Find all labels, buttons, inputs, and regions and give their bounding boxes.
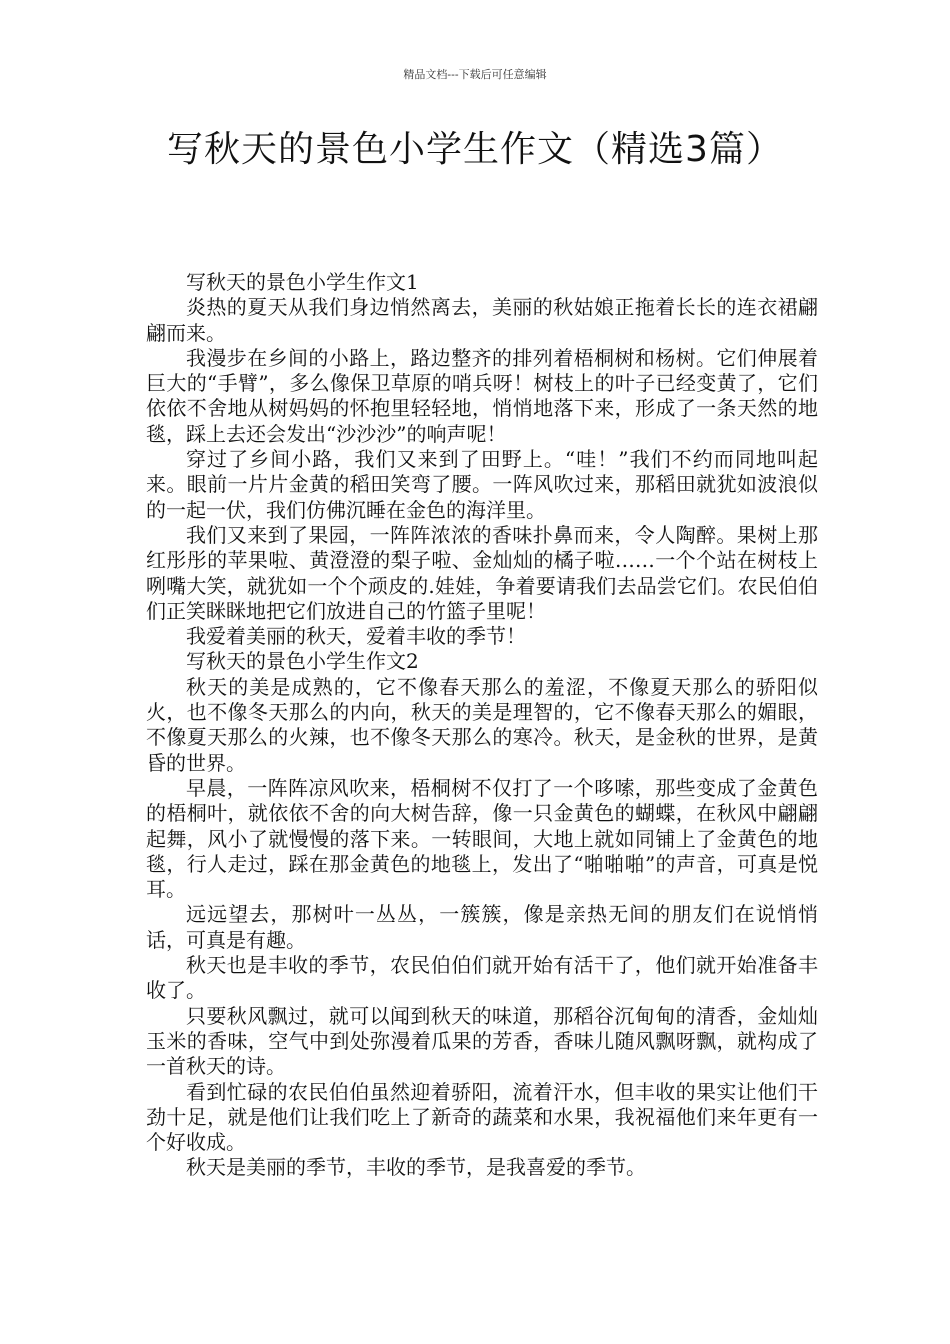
paragraph: 炎热的夏天从我们身边悄然离去，美丽的秋姑娘正拖着长长的连衣裙翩翩而来。 <box>146 295 818 345</box>
document-body <box>146 270 818 1181</box>
paragraph: 远远望去，那树叶一丛丛，一簇簇，像是亲热无间的朋友们在说悄悄话，可真是有趣。 <box>146 902 818 952</box>
paragraph: 秋天也是丰收的季节，农民伯伯们就开始有活干了，他们就开始准备丰收了。 <box>146 953 818 1003</box>
paragraph: 只要秋风飘过，就可以闻到秋天的味道，那稻谷沉甸甸的清香，金灿灿玉米的香味，空气中到处弥漫着瓜果的芳香，香味儿随风飘呀飘，就构成了一首秋天的诗。 <box>146 1003 818 1079</box>
paragraph: 看到忙碌的农民伯伯虽然迎着骄阳，流着汗水，但丰收的果实让他们干劲十足，就是他们让我们吃上了新奇的蔬菜和水果，我祝福他们来年更有一个好收成。 <box>146 1079 818 1155</box>
section-heading-2: 写秋天的景色小学生作文2 <box>186 649 419 674</box>
paragraph: 穿过了乡间小路，我们又来到了田野上。“哇！”我们不约而同地叫起来。眼前一片片金黄的稻田笑弯了腰。一阵风吹过来，那稻田就犹如波浪似的一起一伏，我们仿佛沉睡在金色的海洋里。 <box>146 447 818 522</box>
paragraph: 我们又来到了果园，一阵阵浓浓的香味扑鼻而来，令人陶醉。果树上那红彤彤的苹果啦、黄澄澄的梨子啦、金灿灿的橘子啦……一个个站在树枝上咧嘴大笑，就犹如一个个顽皮的.娃娃，争着要请我们去品尝它们。农民伯伯们正笑眯眯地把它们放进自己的竹篮子里呢！ <box>146 522 818 623</box>
paragraph: 秋天是美丽的季节，丰收的季节，是我喜爱的季节。 <box>186 1155 646 1180</box>
paragraph: 早晨，一阵阵凉风吹来，梧桐树不仅打了一个哆嗦，那些变成了金黄色的梧桐叶，就依依不舍的向大树告辞，像一只金黄色的蝴蝶，在秋风中翩翩起舞，风小了就慢慢的落下来。一转眼间，大地上就如同铺上了金黄色的地毯，行人走过，踩在那金黄色的地毯上，发出了“啪啪啪”的声音，可真是悦耳。 <box>146 775 818 902</box>
paragraph: 我爱着美丽的秋天，爱着丰收的季节！ <box>186 624 526 649</box>
paragraph: 秋天的美是成熟的，它不像春天那么的羞涩，不像夏天那么的骄阳似火，也不像冬天那么的内向，秋天的美是理智的，它不像春天那么的媚眼，不像夏天那么的火辣，也不像冬天那么的寒冷。秋天，是金秋的世界，是黄昏的世界。 <box>146 674 818 775</box>
header-note: 精品文档---下载后可任意编辑 <box>403 68 547 81</box>
section-heading-1: 写秋天的景色小学生作文1 <box>186 270 419 294</box>
document-title: 写秋天的景色小学生作文（精选3篇） <box>167 129 783 170</box>
paragraph: 我漫步在乡间的小路上，路边整齐的排列着梧桐树和杨树。它们伸展着巨大的“手臂”，多么像保卫草原的哨兵呀！树枝上的叶子已经变黄了，它们依依不舍地从树妈妈的怀抱里轻轻地，悄悄地落下来，形成了一条天然的地毯，踩上去还会发出“沙沙沙”的响声呢！ <box>146 345 818 446</box>
